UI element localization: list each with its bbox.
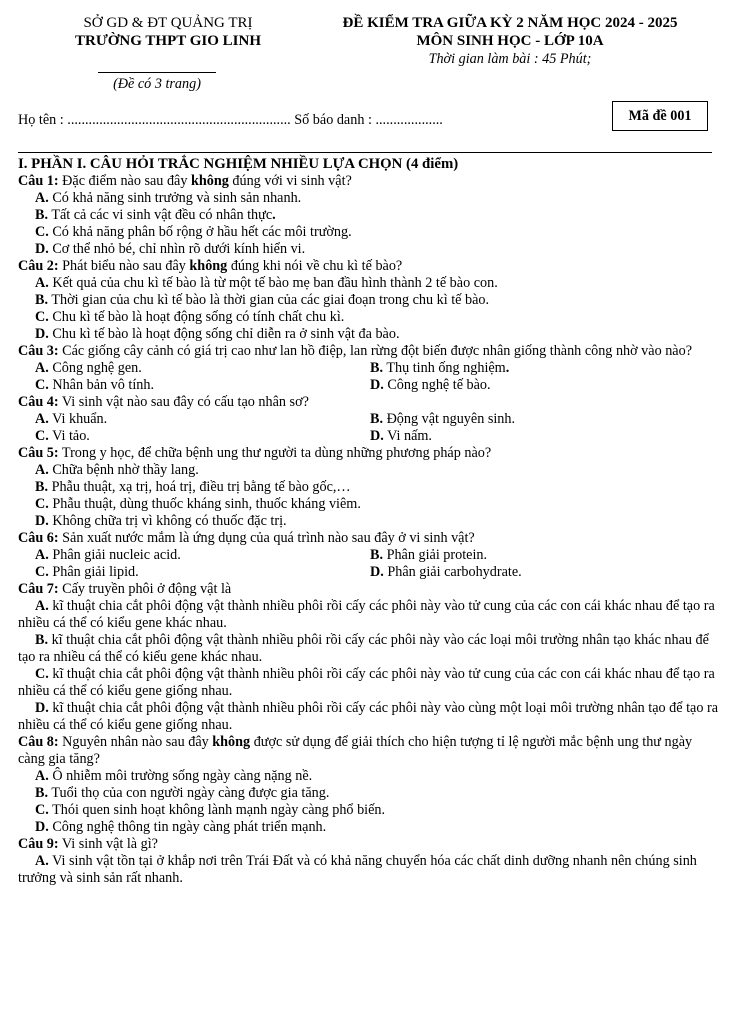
option-text: Kết quả của chu kì tế bào là từ một tế bào mẹ ban đầu hình thành 2 tế bào con. [52, 275, 498, 291]
option-label: D. [370, 377, 384, 393]
option-text: Tất cả các vi sinh vật đều có nhân thực [51, 207, 273, 223]
option-text: Vi nấm. [387, 428, 432, 444]
option-label: C. [35, 224, 49, 240]
option-label: D. [370, 564, 384, 580]
option-label: D. [35, 241, 49, 257]
option-text: Chu kì tế bào là hoạt động sống chỉ diễn ra ở sinh vật đa bào. [52, 326, 400, 342]
question-number: Câu 8: [18, 734, 59, 750]
option-label: B. [370, 360, 384, 376]
option-text: Có khả năng sinh trưởng và sinh sản nhanh. [52, 190, 302, 206]
option-text: Động vật nguyên sinh. [386, 411, 516, 427]
option-label: A. [35, 768, 49, 784]
option-label: A. [35, 190, 49, 206]
option [18, 564, 370, 581]
option-label: B. [35, 207, 49, 223]
option-text: Phân giải carbohydrate. [387, 564, 522, 580]
question-list [18, 156, 718, 887]
option-label: C. [35, 428, 49, 444]
option-text: Phân giải protein. [386, 547, 488, 563]
header-divider [18, 152, 712, 153]
question-text: Các giống cây cảnh có giá trị cao như lan hồ điệp, lan rừng đột biến được nhân giống thành công nhờ vào nào? [58, 343, 692, 359]
option-label: C. [35, 666, 49, 682]
question-text: Trong y học, để chữa bệnh ung thư người ta dùng những phương pháp nào? [58, 445, 492, 461]
question-7 [18, 581, 718, 598]
option [370, 547, 710, 564]
question-text: Sản xuất nước mắm là ứng dụng của quá trình nào sau đây ở vi sinh vật? [58, 530, 475, 546]
student-info-line [18, 112, 443, 129]
option [18, 700, 718, 734]
question-number: Câu 1: [18, 173, 59, 189]
time-limit: Thời gian làm bài : 45 Phút; [428, 51, 592, 67]
option-text: Công nghệ gen. [52, 360, 142, 376]
option-label: B. [370, 547, 384, 563]
option-label: D. [35, 819, 49, 835]
question-3 [18, 343, 718, 360]
option [18, 428, 370, 445]
option-label: A. [35, 853, 49, 869]
school-name: TRƯỜNG THPT GIO LINH [74, 33, 261, 49]
option [18, 462, 718, 479]
option [18, 496, 718, 513]
option-row [18, 547, 718, 564]
option-text: Cơ thể nhỏ bé, chỉ nhìn rõ dưới kính hiển vi. [52, 241, 306, 257]
option-text: Chữa bệnh nhờ thầy lang. [52, 462, 199, 478]
option [18, 768, 718, 785]
header-left [18, 14, 318, 50]
option-label: B. [35, 479, 49, 495]
option-row [18, 411, 718, 428]
question-number: Câu 6: [18, 530, 59, 546]
option-label: D. [370, 428, 384, 444]
sbd-blank: ................... [375, 112, 443, 128]
option-text: Có khả năng phân bố rộng ở hầu hết các môi trường. [52, 224, 352, 240]
option [18, 819, 718, 836]
option [370, 377, 710, 394]
page-count-note: (Đề có 3 trang) [113, 76, 201, 92]
option [18, 292, 718, 309]
question-text: Vi sinh vật là gì? [58, 836, 158, 852]
question-number: Câu 7: [18, 581, 59, 597]
option-label: A. [35, 598, 49, 614]
subject-title: MÔN SINH HỌC - LỚP 10A [416, 33, 604, 49]
question-8 [18, 734, 718, 768]
option-text: Công nghệ thông tin ngày càng phát triển mạnh. [52, 819, 327, 835]
question-6 [18, 530, 718, 547]
question-text: Đặc điểm nào sau đây [58, 173, 191, 189]
option-label: D. [35, 700, 49, 716]
option-row [18, 428, 718, 445]
option-text: Phân giải lipid. [52, 564, 139, 580]
option [18, 224, 718, 241]
option-text: kĩ thuật chia cắt phôi động vật thành nhiều phôi rồi cấy các phôi này vào tử cung của các con cái khác nhau để tạo ra nhiều cá thể có kiểu gene khác nhau. [18, 598, 715, 631]
option-label: A. [35, 462, 49, 478]
option-label: A. [35, 411, 49, 427]
option [18, 666, 718, 700]
option-label: B. [370, 411, 384, 427]
header-right [300, 14, 720, 68]
question-number: Câu 9: [18, 836, 59, 852]
option [18, 802, 718, 819]
question-number: Câu 5: [18, 445, 59, 461]
question-text: đúng với vi sinh vật? [228, 173, 352, 189]
option-label: C. [35, 309, 49, 325]
question-emphasis: không [190, 173, 229, 189]
question-text: đúng khi nói về chu kì tế bào? [227, 258, 403, 274]
option [18, 411, 370, 428]
option-text: kĩ thuật chia cắt phôi động vật thành nhiều phôi rồi cấy các phôi này vào các loại môi trường nhân tạo khác nhau để tạo ra nhiều cá thể có kiểu gene khác nhau. [18, 632, 709, 665]
question-emphasis: không [212, 734, 251, 750]
exam-code-box: Mã đề 001 [612, 101, 708, 131]
option-label: B. [35, 292, 49, 308]
option-label: A. [35, 547, 49, 563]
option-text: Phân giải nucleic acid. [52, 547, 181, 563]
option [18, 479, 718, 496]
option-text: Thụ tinh ống nghiệm [386, 360, 506, 376]
option-text: . [272, 207, 276, 223]
option-text: Ô nhiễm môi trường sống ngày càng nặng nề. [52, 768, 313, 784]
option-label: B. [35, 632, 49, 648]
option-label: D. [35, 513, 49, 529]
name-label: Họ tên : [18, 112, 68, 128]
sbd-label: Số báo danh : [290, 112, 376, 128]
question-text: Phát biểu nào sau đây [58, 258, 190, 274]
question-2 [18, 258, 718, 275]
department-name: SỞ GD & ĐT QUẢNG TRỊ [83, 15, 253, 31]
option-text: Tuổi thọ của con người ngày càng được gia tăng. [51, 785, 330, 801]
option-text: Vi sinh vật tồn tại ở khắp nơi trên Trái Đất và có khả năng chuyển hóa các chất dinh dưỡng nhanh nên chúng sinh trưởng và sinh sản rất nhanh. [18, 853, 697, 886]
option-row [18, 377, 718, 394]
question-5 [18, 445, 718, 462]
option-text: Nhân bản vô tính. [52, 377, 155, 393]
option-label: C. [35, 377, 49, 393]
option [18, 853, 718, 887]
option [18, 190, 718, 207]
section-title: I. PHẦN I. CÂU HỎI TRẮC NGHIỆM NHIỀU LỰA CHỌN (4 điểm) [18, 156, 459, 172]
name-blank: ............................................................... [67, 112, 291, 128]
option [370, 360, 710, 377]
option-text: Thời gian của chu kì tế bào là thời gian của các giai đoạn trong chu kì tế bào. [51, 292, 490, 308]
option-text: kĩ thuật chia cắt phôi động vật thành nhiều phôi rồi cấy các phôi này vào tử cung của các con cái khác nhau để tạo ra nhiều cá thể có kiểu gene giống nhau. [18, 666, 715, 699]
question-text: được sử dụng để giải thích cho hiện tượng tỉ lệ người mắc bệnh ung thư ngày càng gia tăng? [18, 734, 693, 767]
question-emphasis: không [189, 258, 228, 274]
question-number: Câu 2: [18, 258, 59, 274]
option [370, 411, 710, 428]
option [18, 326, 718, 343]
question-text: Nguyên nhân nào sau đây [58, 734, 213, 750]
option-text: Không chữa trị vì không có thuốc đặc trị. [52, 513, 287, 529]
option-text: . [505, 360, 510, 376]
option [18, 241, 718, 258]
option [370, 428, 710, 445]
option-text: Chu kì tế bào là hoạt động sống có tính chất chu kì. [52, 309, 345, 325]
exam-title: ĐỀ KIỂM TRA GIỮA KỲ 2 NĂM HỌC 2024 - 2025 [342, 15, 678, 31]
question-text: Vi sinh vật nào sau đây có cấu tạo nhân sơ? [58, 394, 309, 410]
option [18, 785, 718, 802]
option [18, 309, 718, 326]
option [18, 275, 718, 292]
short-divider [98, 72, 216, 73]
option-label: B. [35, 785, 49, 801]
option-text: Vi tảo. [52, 428, 90, 444]
question-9 [18, 836, 718, 853]
option-text: Phẫu thuật, xạ trị, hoá trị, điều trị bằng tế bào gốc,… [51, 479, 351, 495]
question-text: Cấy truyền phôi ở động vật là [58, 581, 232, 597]
option [18, 547, 370, 564]
option [18, 377, 370, 394]
option [18, 632, 718, 666]
question-number: Câu 3: [18, 343, 59, 359]
question-number: Câu 4: [18, 394, 59, 410]
option-row [18, 564, 718, 581]
option [370, 564, 710, 581]
option [18, 360, 370, 377]
option-label: C. [35, 564, 49, 580]
option-label: C. [35, 496, 49, 512]
option [18, 513, 718, 530]
question-1 [18, 173, 718, 190]
option [18, 598, 718, 632]
option-text: Thói quen sinh hoạt không lành mạnh ngày càng phổ biến. [52, 802, 386, 818]
option-row [18, 360, 718, 377]
option-label: A. [35, 360, 49, 376]
option-text: Vi khuẩn. [52, 411, 108, 427]
option [18, 207, 718, 224]
option-text: kĩ thuật chia cắt phôi động vật thành nhiều phôi rồi cấy các phôi này vào cùng một loại môi trường nhân tạo để tạo ra nhiều cá thể có kiểu gene giống nhau. [18, 700, 719, 733]
option-label: D. [35, 326, 49, 342]
option-label: A. [35, 275, 49, 291]
option-text: Phẫu thuật, dùng thuốc kháng sinh, thuốc kháng viêm. [52, 496, 361, 512]
question-4 [18, 394, 718, 411]
option-label: C. [35, 802, 49, 818]
option-text: Công nghệ tế bào. [387, 377, 491, 393]
